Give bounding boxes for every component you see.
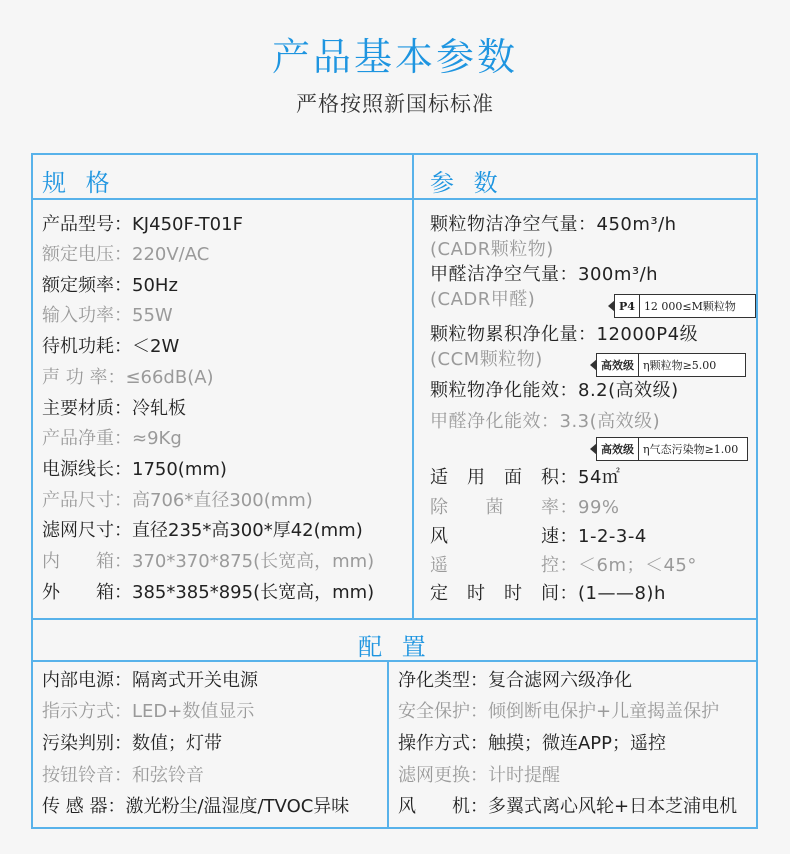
config-row: 按钮铃音：和弦铃音 <box>42 765 204 786</box>
config-row: 内部电源：隔离式开关电源 <box>42 670 258 691</box>
column-divider <box>412 153 414 620</box>
config-row: 传 感 器：激光粉尘/温湿度/TVOC异味 <box>42 796 350 817</box>
param-row: (CCM颗粒物) <box>430 349 543 370</box>
spec-row: 外 箱：385*385*895(长宽高，mm) <box>42 582 375 603</box>
config-header: 配 置 <box>358 633 432 661</box>
badge-value: 12 000≤M颗粒物 <box>639 295 740 317</box>
param-row: 风 速：1-2-3-4 <box>430 526 647 547</box>
param-row: 颗粒物洁净空气量：450m³/h <box>430 214 677 235</box>
param-row: 颗粒物净化能效：8.2(高效级) <box>430 380 679 401</box>
config-column-divider <box>387 660 389 829</box>
config-row: 操作方式：触摸；微连APP；遥控 <box>398 733 667 754</box>
param-row: (CADR甲醛) <box>430 289 536 310</box>
spec-row: 待机功耗：＜2W <box>42 336 180 357</box>
spec-row: 额定电压：220V/AC <box>42 244 210 265</box>
param-row: 除 菌 率：99% <box>430 497 620 518</box>
badge-value: η颗粒物≥5.00 <box>638 354 720 376</box>
config-row: 净化类型：复合滤网六级净化 <box>398 670 632 691</box>
param-header: 参 数 <box>430 169 504 197</box>
config-row: 滤网更换：计时提醒 <box>398 765 560 786</box>
spec-row: 输入功率：55W <box>42 305 173 326</box>
param-row: 甲醛净化能效：3.3(高效级) <box>430 411 661 432</box>
badge-value: η气态污染物≥1.00 <box>638 438 742 460</box>
param-row: 适 用 面 积：54㎡ <box>430 467 621 488</box>
badge-grade: 高效级 <box>601 359 634 372</box>
page-subtitle: 严格按照新国标标准 <box>296 92 494 116</box>
energy-badge <box>596 353 746 377</box>
spec-row: 产品净重：≈9Kg <box>42 428 182 449</box>
spec-row: 产品尺寸：高706*直径300(mm) <box>42 490 313 511</box>
spec-row: 滤网尺寸：直径235*高300*厚42(mm) <box>42 520 363 541</box>
badge-grade: 高效级 <box>601 443 634 456</box>
spec-row: 内 箱：370*370*875(长宽高，mm) <box>42 551 375 572</box>
page-title: 产品基本参数 <box>271 35 518 79</box>
spec-header: 规 格 <box>42 169 116 197</box>
spec-row: 声 功 率：≤66dB(A) <box>42 367 214 388</box>
badge-grade: P4 <box>619 299 635 313</box>
param-row: 遥 控：＜6m；＜45° <box>430 555 697 576</box>
config-row: 安全保护：倾倒断电保护+儿童揭盖保护 <box>398 701 720 722</box>
param-row: 甲醛洁净空气量：300m³/h <box>430 264 659 285</box>
spec-row: 产品型号：KJ450F-T01F <box>42 214 243 235</box>
config-row: 风 机：多翼式离心风轮+日本芝浦电机 <box>398 796 738 817</box>
config-row: 污染判别：数值；灯带 <box>42 733 222 754</box>
spec-row: 主要材质：冷轧板 <box>42 398 186 419</box>
spec-row: 电源线长：1750(mm) <box>42 459 227 480</box>
header-divider <box>31 198 758 200</box>
config-top-divider <box>31 618 758 620</box>
param-row: (CADR颗粒物) <box>430 239 554 260</box>
spec-row: 额定频率：50Hz <box>42 275 178 296</box>
energy-badge <box>614 294 756 318</box>
energy-badge <box>596 437 748 461</box>
param-row: 颗粒物累积净化量：12000P4级 <box>430 324 699 345</box>
param-row: 定 时 时 间：(1——8)h <box>430 583 666 604</box>
config-row: 指示方式：LED+数值显示 <box>42 701 255 722</box>
